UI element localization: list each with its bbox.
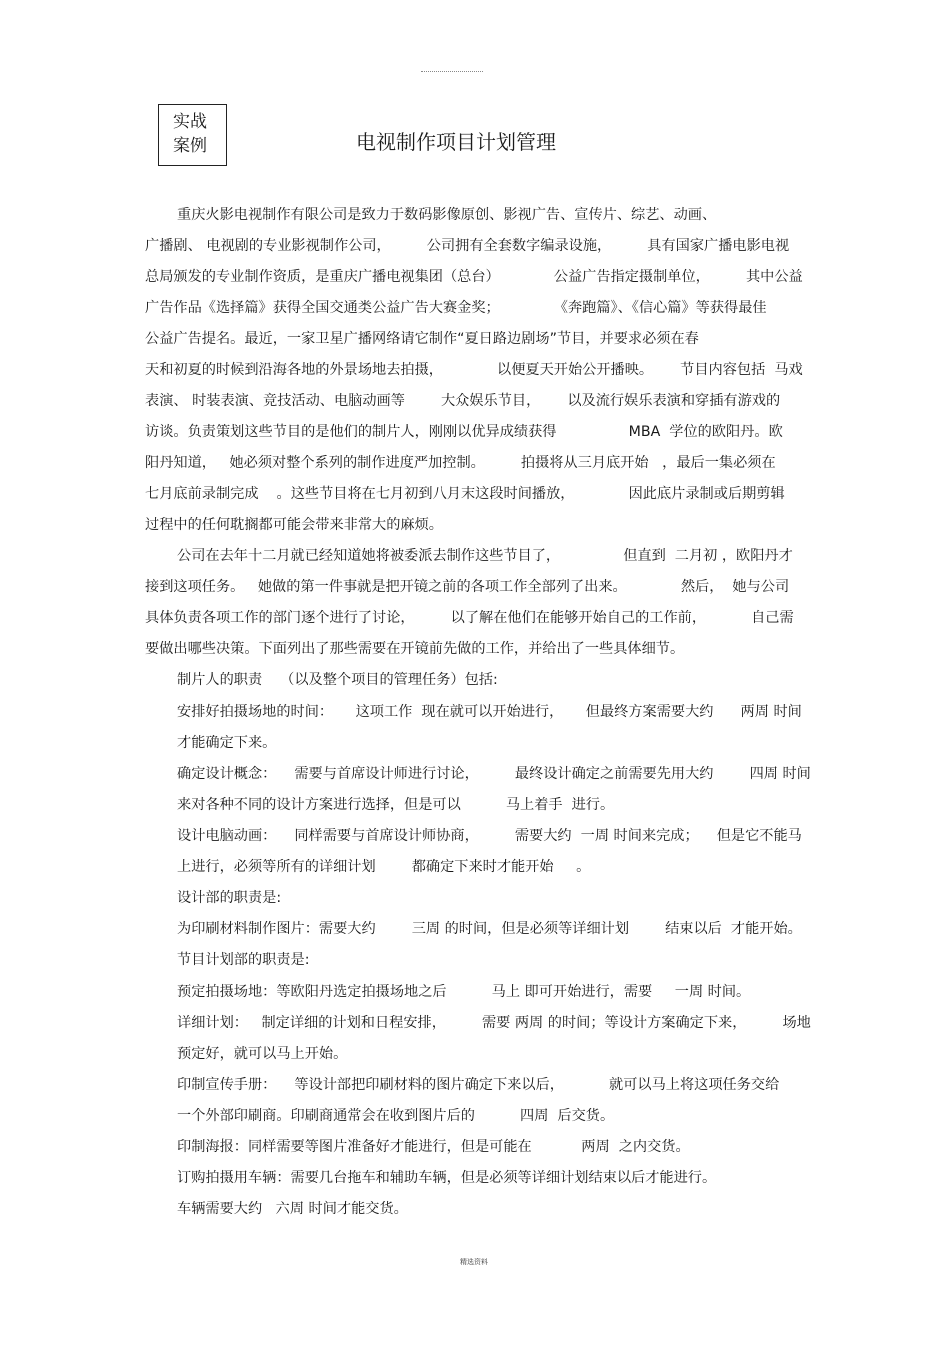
text-line: 阳丹知道， 她必须对整个系列的制作进度严加控制。 拍摄将从三月底开始 ，最后一集必须在 (145, 455, 776, 471)
text-line: 天和初夏的时候到沿海各地的外景场地去拍摄， 以便夏天开始公开播映。 节目内容包括 马戏 (145, 362, 803, 378)
text-line: 总局颁发的专业制作资质，是重庆广播电视集团（总台） 公益广告指定摄制单位， 其中公益 (145, 269, 803, 285)
text-line: 制片人的职责 （以及整个项目的管理任务）包括: (177, 672, 498, 688)
text-line: 接到这项任务。 她做的第一件事就是把开镜之前的各项工作全部列了出来。 然后， 她与公司 (145, 579, 790, 595)
text-line: 预定拍摄场地：等欧阳丹选定拍摄场地之后 马上 即可开始进行，需要 一周 时间。 (177, 984, 751, 1000)
text-line: 访谈。负责策划这些节目的是他们的制片人，刚刚以优异成绩获得 MBA 学位的欧阳丹。欧 (145, 424, 783, 440)
text-line: 为印刷材料制作图片：需要大约 三周 的时间，但是必须等详细计划 结束以后 才能开始。 (177, 921, 802, 937)
text-line: 公益广告提名。最近，一家卫星广播网络请它制作“夏日路边剧场”节目，并要求必须在春 (145, 331, 699, 347)
text-line: 具体负责各项工作的部门逐个进行了讨论， 以了解在他们在能够开始自己的工作前， 自己需 (145, 610, 794, 626)
text-line: 一个外部印刷商。印刷商通常会在收到图片后的 四周 后交货。 (177, 1108, 615, 1124)
text-line: 详细计划： 制定详细的计划和日程安排， 需要 两周 的时间；等设计方案确定下来， 场地 (177, 1015, 811, 1031)
text-line: 设计电脑动画： 同样需要与首席设计师协商， 需要大约 一周 时间来完成； 但是它不能马 (177, 828, 802, 844)
case-badge (158, 104, 227, 166)
text-line: 公司在去年十二月就已经知道她将被委派去制作这些节目了， 但直到 二月初 ，欧阳丹才 (177, 548, 793, 564)
badge-line-1: 实战 (173, 112, 207, 132)
text-line: 确定设计概念： 需要与首席设计师进行讨论， 最终设计确定之前需要先用大约 四周 时间 (177, 766, 811, 782)
header-rule (421, 71, 483, 72)
text-line: 印制宣传手册： 等设计部把印刷材料的图片确定下来以后， 就可以马上将这项任务交给 (177, 1077, 780, 1093)
badge-line-2: 案例 (173, 136, 207, 156)
text-line: 设计部的职责是: (177, 890, 282, 906)
text-line: 过程中的任何耽搁都可能会带来非常大的麻烦。 (145, 517, 443, 533)
text-line: 安排好拍摄场地的时间： 这项工作 现在就可以开始进行， 但最终方案需要大约 两周 时间 (177, 704, 802, 720)
text-line: 表演、 时装表演、竞技活动、电脑动画等 大众娱乐节目， 以及流行娱乐表演和穿插有游戏的 (145, 393, 781, 409)
text-line: 订购拍摄用车辆：需要几台拖车和辅助车辆，但是必须等详细计划结束以后才能进行。 (177, 1170, 717, 1186)
text-line: 才能确定下来。 (177, 735, 277, 751)
text-line: 广播剧、 电视剧的专业影视制作公司， 公司拥有全套数字编录设施， 具有国家广播电影电视 (145, 238, 790, 254)
text-line: 广告作品《选择篇》获得全国交通类公益广告大赛金奖； 《奔跑篇》、《信心篇》等获得最佳 (145, 300, 767, 316)
text-line: 上进行，必须等所有的详细计划 都确定下来时才能开始 。 (177, 859, 591, 875)
text-line: 车辆需要大约 六周 时间才能交货。 (177, 1201, 408, 1217)
text-line: 预定好，就可以马上开始。 (177, 1046, 348, 1062)
text-line: 节目计划部的职责是: (177, 952, 310, 968)
text-line: 印制海报：同样需要等图片准备好才能进行，但是可能在 两周 之内交货。 (177, 1139, 690, 1155)
text-line: 来对各种不同的设计方案进行选择，但是可以 马上着手 进行。 (177, 797, 615, 813)
page-footer: 精选资料 (460, 1258, 488, 1266)
text-line: 七月底前录制完成 。这些节目将在七月初到八月末这段时间播放， 因此底片录制或后期剪辑 (145, 486, 785, 502)
page-title: 电视制作项目计划管理 (356, 130, 556, 154)
text-line: 要做出哪些决策。下面列出了那些需要在开镜前先做的工作，并给出了一些具体细节。 (145, 641, 685, 657)
text-line: 重庆火影电视制作有限公司是致力于数码影像原创、影视广告、宣传片、综艺、动画、 (177, 207, 717, 223)
